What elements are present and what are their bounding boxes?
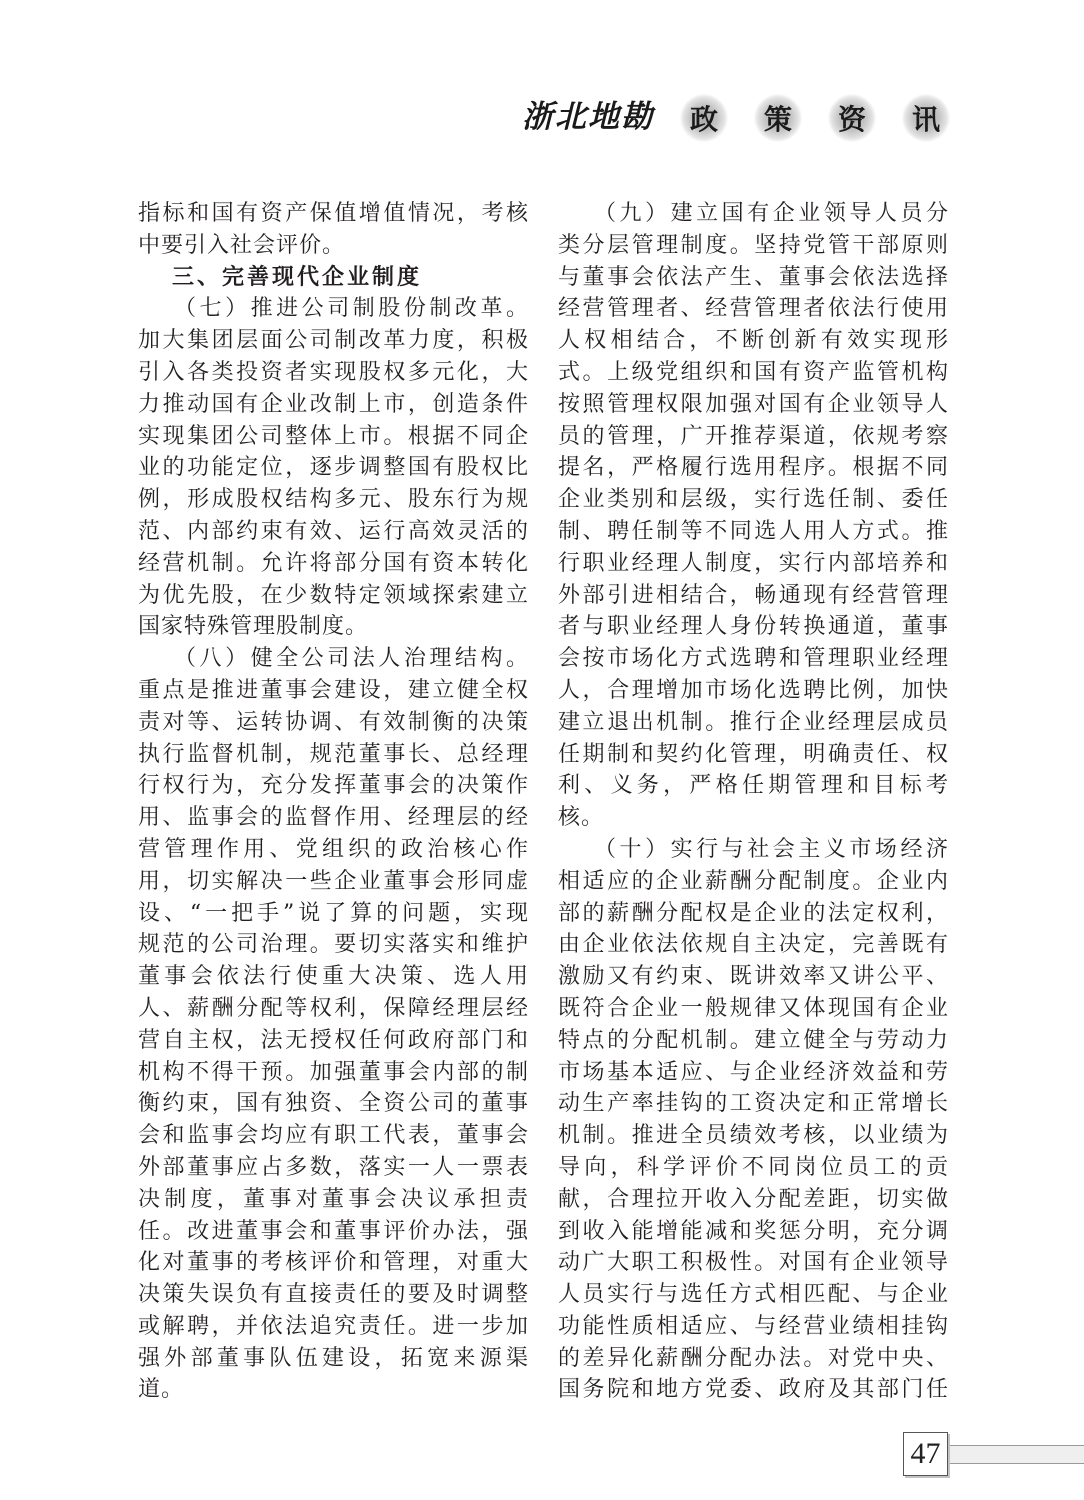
- section-title-char: 资: [828, 94, 876, 142]
- paragraph-line: 部的薪酬分配权是企业的法定权利，: [558, 900, 948, 926]
- paragraph-line: 衡约束，国有独资、全资公司的董事: [138, 1091, 528, 1117]
- paragraph-line: 引入各类投资者实现股权多元化，大: [138, 359, 528, 385]
- left-column: [138, 198, 528, 1406]
- paragraph-line: 机制。推进全员绩效考核，以业绩为: [558, 1123, 948, 1149]
- paragraph-line: 国家特殊管理股制度。: [138, 614, 369, 640]
- paragraph-line: （九）建立国有企业领导人员分: [594, 201, 948, 226]
- paragraph-line: 机构不得干预。加强董事会内部的制: [138, 1059, 528, 1085]
- paragraph-line: 决策失误负有直接责任的要及时调整: [138, 1282, 528, 1308]
- paragraph-line: 企业类别和层级，实行选任制、委任: [558, 487, 948, 513]
- paragraph-line: 加大集团层面公司制改革力度，积极: [138, 328, 528, 354]
- paragraph-line: 行权行为，充分发挥董事会的决策作: [138, 773, 528, 799]
- paragraph-line: 市场基本适应、与企业经济效益和劳: [558, 1059, 948, 1085]
- paragraph: [138, 643, 528, 1406]
- paragraph-line: 外部引进相结合，畅通现有经营管理: [558, 582, 948, 608]
- paragraph-line: 道。: [138, 1377, 185, 1403]
- paragraph-line: 设、“一把手”说了算的问题，实现: [138, 900, 528, 926]
- page-number-band: [948, 1445, 1084, 1464]
- paragraph-line: 人、薪酬分配等权利，保障经理层经: [138, 995, 528, 1021]
- paragraph-line: 强外部董事队伍建设，拓宽来源渠: [138, 1345, 528, 1371]
- paragraph-line: 中要引入社会评价。: [138, 232, 346, 258]
- paragraph-line: 的差异化薪酬分配办法。对党中央、: [558, 1345, 948, 1371]
- paragraph-line: 会按市场化方式选聘和管理职业经理: [558, 646, 948, 672]
- paragraph: [138, 293, 528, 643]
- paragraph-line: 营管理作用、党组织的政治核心作: [138, 836, 528, 862]
- paragraph-line: 重点是推进董事会建设，建立健全权: [138, 677, 528, 703]
- paragraph-line: 动生产率挂钩的工资决定和正常增长: [558, 1091, 948, 1117]
- paragraph-line: 力推动国有企业改制上市，创造条件: [138, 391, 528, 417]
- paragraph-line: 规范的公司治理。要切实落实和维护: [138, 932, 528, 958]
- paragraph-line: 功能性质相适应、与经营业绩相挂钩: [558, 1313, 948, 1339]
- paragraph-line: 化对董事的考核评价和管理，对重大: [138, 1250, 528, 1276]
- paragraph-line: 决制度，董事对董事会决议承担责: [138, 1186, 528, 1212]
- paragraph-line: 或解聘，并依法追究责任。进一步加: [138, 1313, 528, 1339]
- paragraph-line: 人，合理增加市场化选聘比例，加快: [558, 677, 948, 703]
- paragraph-line: 激励又有约束、既讲效率又讲公平、: [558, 964, 948, 990]
- paragraph-line: 业的功能定位，逐步调整国有股权比: [138, 455, 528, 481]
- paragraph-line: 例，形成股权结构多元、股东行为规: [138, 487, 528, 513]
- paragraph-line: 人权相结合，不断创新有效实现形: [558, 328, 948, 354]
- magazine-brand: 浙北地勘: [522, 99, 654, 135]
- paragraph-line: 会和监事会均应有职工代表，董事会: [138, 1123, 528, 1149]
- paragraph-line: 执行监督机制，规范董事长、总经理: [138, 741, 528, 767]
- paragraph-line: 任期制和契约化管理，明确责任、权: [558, 741, 948, 767]
- paragraph-line: 特点的分配机制。建立健全与劳动力: [558, 1027, 948, 1053]
- paragraph-line: 献，合理拉开收入分配差距，切实做: [558, 1186, 948, 1212]
- paragraph-line: 类分层管理制度。坚持党管干部原则: [558, 232, 948, 258]
- paragraph-line: （十）实行与社会主义市场经济: [594, 836, 948, 862]
- paragraph-line: 提名，严格履行选用程序。根据不同: [558, 455, 948, 481]
- paragraph-line: 按照管理权限加强对国有企业领导人: [558, 391, 948, 417]
- continued-paragraph: [138, 198, 528, 262]
- paragraph-line: 行职业经理人制度，实行内部培养和: [558, 550, 948, 576]
- paragraph-line: 指标和国有资产保值增值情况，考核: [138, 201, 528, 226]
- paragraph-line: 营自主权，法无授权任何政府部门和: [138, 1027, 528, 1053]
- section-heading: 三、完善现代企业制度: [172, 264, 423, 290]
- paragraph-line: 实现集团公司整体上市。根据不同企: [138, 423, 528, 449]
- paragraph-line: 用、监事会的监督作用、经理层的经: [138, 805, 528, 831]
- paragraph-line: 式。上级党组织和国有资产监管机构: [558, 359, 948, 385]
- paragraph: [558, 198, 948, 834]
- paragraph-line: 建立退出机制。推行企业经理层成员: [558, 709, 948, 735]
- paragraph-line: 国务院和地方党委、政府及其部门任: [558, 1377, 948, 1403]
- paragraph-line: 到收入能增能减和奖惩分明，充分调: [558, 1218, 948, 1244]
- section-title-char: 政: [680, 94, 728, 142]
- paragraph: [558, 834, 948, 1406]
- paragraph-line: 员的管理，广开推荐渠道，依规考察: [558, 423, 948, 449]
- page-number: 47: [903, 1432, 948, 1476]
- paragraph-line: 动广大职工积极性。对国有企业领导: [558, 1250, 948, 1276]
- paragraph-line: 相适应的企业薪酬分配制度。企业内: [558, 868, 948, 894]
- paragraph-line: 董事会依法行使重大决策、选人用: [138, 964, 528, 990]
- paragraph-line: 用，切实解决一些企业董事会形同虚: [138, 868, 528, 894]
- paragraph-line: 既符合企业一般规律又体现国有企业: [558, 995, 948, 1021]
- paragraph-line: 任。改进董事会和董事评价办法，强: [138, 1218, 528, 1244]
- paragraph-line: 经营机制。允许将部分国有资本转化: [138, 550, 528, 576]
- right-column: [558, 198, 948, 1406]
- paragraph-line: 由企业依法依规自主决定，完善既有: [558, 932, 948, 958]
- paragraph-line: 外部董事应占多数，落实一人一票表: [138, 1154, 528, 1180]
- section-title: [680, 94, 950, 142]
- paragraph-line: 利、义务，严格任期管理和目标考: [558, 773, 948, 799]
- paragraph-line: 范、内部约束有效、运行高效灵活的: [138, 518, 528, 544]
- section-title-char: 讯: [902, 94, 950, 142]
- paragraph-line: 经营管理者、经营管理者依法行使用: [558, 296, 948, 322]
- paragraph-line: 人员实行与选任方式相匹配、与企业: [558, 1282, 948, 1308]
- paragraph-line: 者与职业经理人身份转换通道，董事: [558, 614, 948, 640]
- paragraph-line: 制、聘任制等不同选人用人方式。推: [558, 518, 948, 544]
- paragraph-line: （七）推进公司制股份制改革。: [174, 296, 528, 322]
- paragraph-line: 为优先股，在少数特定领域探索建立: [138, 582, 528, 608]
- section-title-char: 策: [754, 94, 802, 142]
- paragraph-line: 责对等、运转协调、有效制衡的决策: [138, 709, 528, 735]
- paragraph-line: 导向，科学评价不同岗位员工的贡: [558, 1154, 948, 1180]
- paragraph-line: （八）健全公司法人治理结构。: [174, 646, 528, 672]
- paragraph-line: 与董事会依法产生、董事会依法选择: [558, 264, 948, 290]
- paragraph-line: 核。: [558, 805, 605, 831]
